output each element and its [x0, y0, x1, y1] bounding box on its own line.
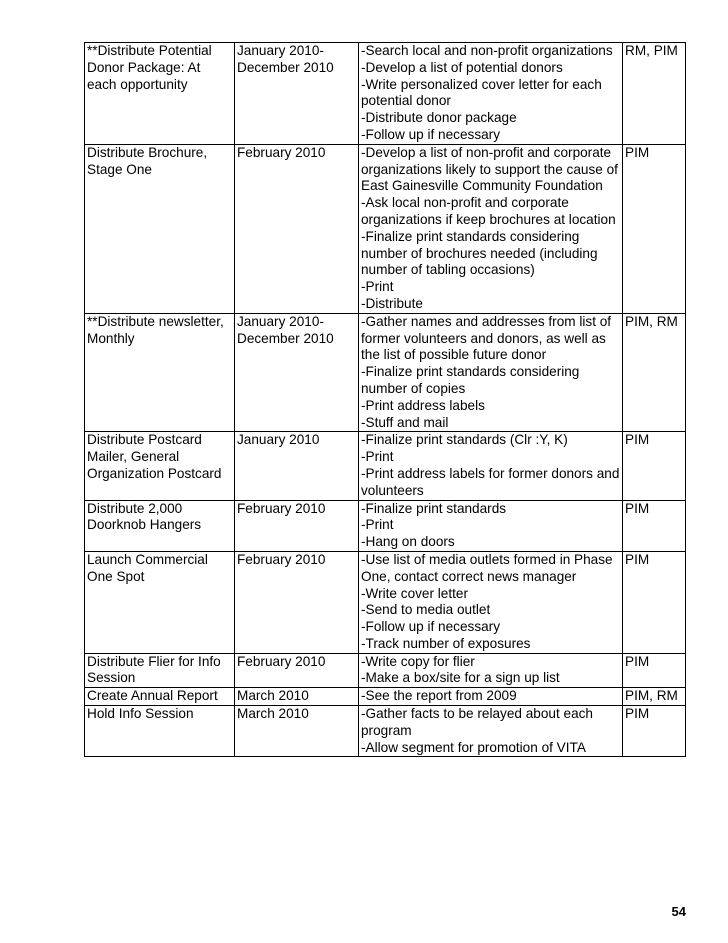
tasks-cell — [359, 706, 623, 757]
task-item: -Follow up if necessary — [361, 126, 501, 142]
date-cell: March 2010 — [235, 706, 359, 757]
date-cell: January 2010- December 2010 — [235, 43, 359, 145]
task-item: -Follow up if necessary — [361, 619, 501, 635]
task-item: -Gather names and addresses from list of former volunteers and donors, as well as the list of possible future donor — [361, 313, 612, 363]
table-row — [85, 313, 686, 432]
activity-cell: **Distribute Potential Donor Package: At each opportunity — [85, 43, 235, 145]
activity-cell: Distribute Brochure, Stage One — [85, 144, 235, 313]
task-item: -Print — [361, 517, 394, 533]
tasks-cell — [359, 43, 623, 145]
task-item: -Finalize print standards considering number of brochures needed (including number of tabling occasions) — [361, 228, 598, 278]
activity-cell: Hold Info Session — [85, 706, 235, 757]
tasks-cell — [359, 653, 623, 688]
task-item: -See the report from 2009 — [361, 688, 517, 704]
task-item: -Print — [361, 449, 394, 465]
date-cell: February 2010 — [235, 144, 359, 313]
table-row — [85, 688, 686, 706]
activity-cell: **Distribute newsletter, Monthly — [85, 313, 235, 432]
responsible-cell: PIM — [623, 551, 686, 653]
task-item: -Send to media outlet — [361, 602, 491, 618]
task-item: -Finalize print standards considering number of copies — [361, 364, 580, 396]
responsible-cell: PIM — [623, 500, 686, 551]
task-item: -Gather facts to be relayed about each program — [361, 706, 593, 738]
date-cell: January 2010- December 2010 — [235, 313, 359, 432]
task-item: -Use list of media outlets formed in Phase One, contact correct news manager — [361, 551, 613, 584]
task-item: -Print address labels — [361, 397, 485, 413]
task-item: -Make a box/site for a sign up list — [361, 670, 560, 686]
tasks-cell — [359, 144, 623, 313]
activity-cell: Distribute 2,000 Doorknob Hangers — [85, 500, 235, 551]
table-row — [85, 653, 686, 688]
task-item: -Write copy for flier — [361, 653, 475, 669]
responsible-cell: PIM — [623, 432, 686, 500]
tasks-cell — [359, 432, 623, 500]
responsible-cell: RM, PIM — [623, 43, 686, 145]
task-item: -Finalize print standards (Clr :Y, K) — [361, 432, 568, 448]
task-item: -Finalize print standards — [361, 500, 507, 516]
responsible-cell: PIM — [623, 144, 686, 313]
task-item: -Print address labels for former donors and volunteers — [361, 465, 620, 498]
table-row — [85, 43, 686, 145]
activity-cell: Create Annual Report — [85, 688, 235, 706]
task-item: -Search local and non-profit organizations — [361, 43, 613, 58]
date-cell: February 2010 — [235, 653, 359, 688]
table-row — [85, 500, 686, 551]
page-number: 54 — [671, 904, 686, 919]
responsible-cell: PIM, RM — [623, 688, 686, 706]
task-item: -Track number of exposures — [361, 635, 531, 651]
tasks-cell — [359, 500, 623, 551]
task-item: -Write personalized cover letter for each potential donor — [361, 76, 602, 109]
responsible-cell: PIM — [623, 706, 686, 757]
table-row — [85, 551, 686, 653]
task-item: -Ask local non-profit and corporate organizations if keep brochures at location — [361, 195, 616, 227]
tasks-cell — [359, 688, 623, 706]
responsible-cell: PIM — [623, 653, 686, 688]
task-item: -Distribute donor package — [361, 110, 517, 126]
date-cell: January 2010 — [235, 432, 359, 500]
date-cell: March 2010 — [235, 688, 359, 706]
table-row — [85, 432, 686, 500]
date-cell: February 2010 — [235, 500, 359, 551]
action-plan-table-body — [85, 43, 686, 757]
task-item: -Develop a list of potential donors — [361, 59, 563, 75]
task-item: -Write cover letter — [361, 585, 469, 601]
task-item: -Distribute — [361, 295, 423, 311]
tasks-cell — [359, 551, 623, 653]
tasks-cell — [359, 313, 623, 432]
table-row — [85, 144, 686, 313]
action-plan-table — [84, 42, 686, 757]
date-cell: February 2010 — [235, 551, 359, 653]
task-item: -Hang on doors — [361, 534, 455, 550]
task-item: -Print — [361, 279, 394, 295]
activity-cell: Launch Commercial One Spot — [85, 551, 235, 653]
activity-cell: Distribute Flier for Info Session — [85, 653, 235, 688]
table-row — [85, 706, 686, 757]
activity-cell: Distribute Postcard Mailer, General Organization Postcard — [85, 432, 235, 500]
task-item: -Allow segment for promotion of VITA — [361, 739, 586, 755]
task-item: -Develop a list of non-profit and corporate organizations likely to support the cause of East Gainesville Community Foundation — [361, 144, 618, 194]
task-item: -Stuff and mail — [361, 414, 449, 430]
responsible-cell: PIM, RM — [623, 313, 686, 432]
